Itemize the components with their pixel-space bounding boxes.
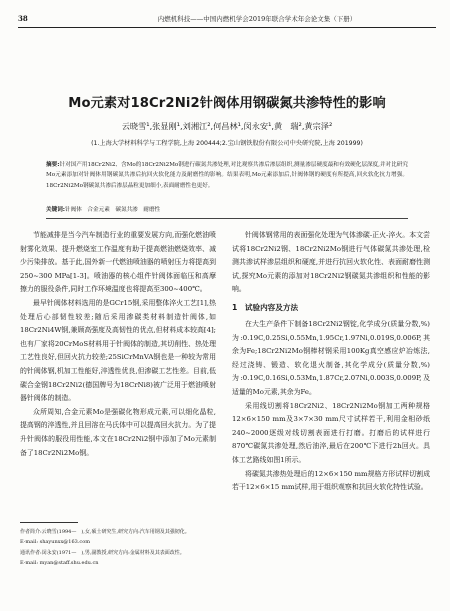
paper-title: Mo元素对18Cr2Ni2针阀体用钢碳氮共渗特性的影响 [68,96,386,111]
keywords-text: 针阀体 合金元素 碳氮共渗 耐磨性 [65,207,161,213]
abstract [46,160,408,191]
author-list: 云晓雪¹,张显刚¹,刘湘江²,何昌林¹,闵永安¹,黄 瑞²,黄宗泽² [121,121,333,131]
affiliation: (1.上海大学材料科学与工程学院,上海 200444;2.宝山钢铁股份有限公司中央研究院,上海 201999) [91,140,363,147]
body-paragraph: 针阀体钢常用的表面强化处理为气体渗碳-正火-淬火。本文尝试将18Cr2Ni2钢、18Cr2Ni2Mo钢进行气体碳氮共渗处理,检测共渗试样渗层组织和硬度,并进行抗回火软化性、表面耐磨性测试,探究Mo元素的添加对18Cr2Ni2钢碳氮共渗组织和性能的影响。 [232,231,430,294]
keywords-label: 关键词: [46,207,66,213]
body-paragraph: 在大生产条件下制备18Cr2Ni2钢锭,化学成分(质量分数,%)为:0.19C,0.25Si,0.55Mn,1.95Cr,1.97Ni,0.019S,0.006P,其余为Fe;18Cr2Ni2Mo钢棒材钢采用100Kg真空感应炉冶炼法,经过浇铸、锻造、软化退火制备,其化学成分(质量分数,%)为:0.19C,0.16Si,0.53Mn,1.87Cr,2.07Ni,0.003S,0.009P,及适量的Mo元素,其余为Fe。 [232,319,430,396]
footnote-rule [20,522,78,523]
running-header [18,11,436,28]
footnote-email: E-mail: myan@staff.shu.edu.cn [20,560,99,567]
left-column [20,229,216,460]
body-paragraph: 众所周知,合金元素Mo是强碳化物形成元素,可以细化晶粒,提高钢的淬透性,并且回溶在马氏体中可以提高回火抗力。为了提升针阀体的服役用性能,本文在18Cr2Ni2钢中添加了Mo元素制备了18Cr2Ni2Mo钢。 [20,407,216,457]
body-paragraph: 将碳氮共渗热处理后的12×6×150 mm规格方形试样切割成若干12×6×15 mm试样,用于组织观察和抗回火软化特性试验。 [232,469,430,492]
right-column [232,229,430,495]
abstract-label: 摘要: [46,162,60,168]
body-paragraph: 节能减排是当今汽车制造行业的重要发展方向,而强化燃油喷射雾化效果、提升燃烧室工作温度有助于提高燃油燃烧效率、减少污染排放。基于此,国外新一代燃油喷油器的喷射压力将提高到250~300 MPa[1-3]。喷油器的核心组件针阀体面临压和高摩擦力的服役条件,同时工作环境温度也将提高至300~400℃。 [20,231,216,294]
footnote-corresponding: 通讯作者:闵永安(1971— ),男,副教授,研究方向:金属材料及其表面改性。 [20,549,185,556]
page-number: 38 [18,14,28,23]
body-paragraph: 最早针阀体材料选用的是GCr15钢,采用整体淬火工艺[1],热处理后心部韧性较差;随后采用渗碳类材料制造针阀体,如18Cr2Ni4W钢,兼顾高强度及高韧性的优点,但材料成本较高[4];也有厂家将20CrMoS材料用于针阀体的制造,其切削性、热处理工艺性良好,但回火抗力较差;25SiCrMnVA钢也是一种较为常用的针阀体钢,机加工性能好,淬透性优良,但渗碳工艺性差。目前,低碳合金钢18Cr2Ni2(德国牌号为18CrNi8)被广泛用于燃油喷射器针阀体的制造。 [20,298,216,403]
body-paragraph: 采用线切割将18Cr2Ni2、18Cr2Ni2Mo钢加工两种规格12×6×150 mm及3×7×30 mm尺寸试样若干,利用金相砂纸240~2000逐级对线切割表面进行打磨。打磨后的试样进行870℃碳氮共渗处理,然后油淬,最后在200℃下进行2h回火。具体工艺路线如图1所示。 [232,401,430,464]
abstract-divider [46,218,408,219]
keywords [46,205,408,215]
running-title: 内燃机科技——中国内燃机学会2019年联合学术年会论文集（下册） [157,15,357,23]
footnotes [20,527,216,569]
abstract-text: 针对国产用18Cr2Ni2、含Mo的18Cr2Ni2Mo钢进行碳氮共渗处理,对比观察共渗后渗层组织,测量渗层硬度最和有效硬化层深度,并对比研究Mo元素添加对针阀体用钢碳氮共渗后抗回火软化能力及耐磨性的影响。结果表明,Mo元素添加后,针阀体钢的硬度有所提高,回火软化抗力增强。18Cr2Ni2Mo钢碳氮共渗后渗层晶粒更加细小,表面耐磨性也更好。 [46,162,408,189]
footnote-email: E-mail: shayunxx@163.com [20,539,90,546]
footnote-author: 作者简介:云晓雪(1994— ),女,硕士研究生,研究方向:汽车用钢及其强韧化。 [20,529,190,535]
section-heading: 1 试验内容及方法 [232,302,299,312]
